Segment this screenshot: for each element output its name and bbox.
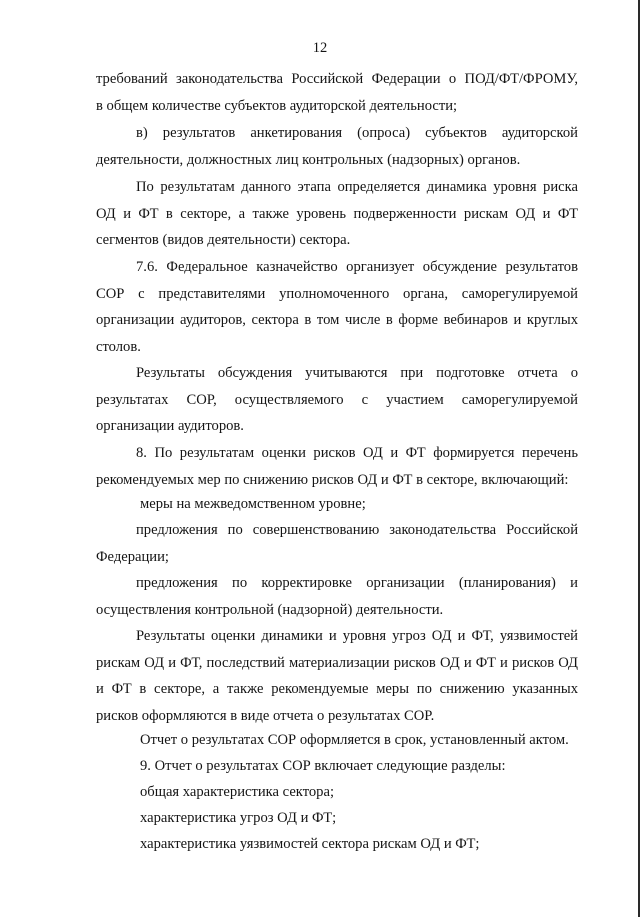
paragraph-report-deadline: Отчет о результатах СОР оформляется в срок, установленный актом. (140, 732, 569, 748)
paragraph-stage-results: По результатам данного этапа определяется динамика уровня риска ОД и ФТ в секторе, а также уровень подверженности рискам ОД и ФТ сегментов (видов деятельности) сектора. (96, 179, 578, 248)
page-number: 12 (312, 40, 328, 56)
paragraph-7-6: 7.6. Федеральное казначейство организует обсуждение результатов СОР с представителями уполномоченного органа, саморегулируемой организации аудиторов, сектора в том числе в форме вебинаров и круглых столов. (96, 259, 578, 355)
list-item-control-proposals: предложения по корректировке организации (планирования) и осуществления контрольной (надзорной) деятельности. (96, 575, 578, 618)
list-item-threat-characteristics: характеристика угроз ОД и ФТ; (140, 810, 337, 826)
paragraph-continuation-line-1: требований законодательства Российской Федерации о ПОД/ФТ/ФРОМУ, (96, 71, 578, 87)
paragraph-survey-results: в) результатов анкетирования (опроса) субъектов аудиторской деятельности, должностных лиц контрольных (надзорных) органов. (96, 125, 578, 168)
list-item-legislation-proposals: предложения по совершенствованию законодательства Российской Федерации; (96, 522, 578, 565)
paragraph-8: 8. По результатам оценки рисков ОД и ФТ формируется перечень рекомендуемых мер по снижению рисков ОД и ФТ в секторе, включающий: (96, 445, 578, 488)
paragraph-assessment-results: Результаты оценки динамики и уровня угроз ОД и ФТ, уязвимостей рискам ОД и ФТ, последствий материализации рисков ОД и ФТ и рисков ОД и ФТ в секторе, а также рекомендуемые меры по снижению указанных рисков оформляются в виде отчета о результатах СОР. (96, 628, 578, 724)
paragraph-continuation-line-2: в общем количестве субъектов аудиторской деятельности; (96, 98, 458, 114)
paragraph-discussion-results: Результаты обсуждения учитываются при подготовке отчета о результатах СОР, осуществляемого с участием саморегулируемой организации аудиторов. (96, 365, 578, 434)
list-item-sector-characteristics: общая характеристика сектора; (140, 784, 335, 800)
list-item-vulnerability-characteristics: характеристика уязвимостей сектора рискам ОД и ФТ; (140, 836, 480, 852)
paragraph-9: 9. Отчет о результатах СОР включает следующие разделы: (140, 758, 506, 774)
list-item-interagency-measures: меры на межведомственном уровне; (140, 496, 366, 512)
